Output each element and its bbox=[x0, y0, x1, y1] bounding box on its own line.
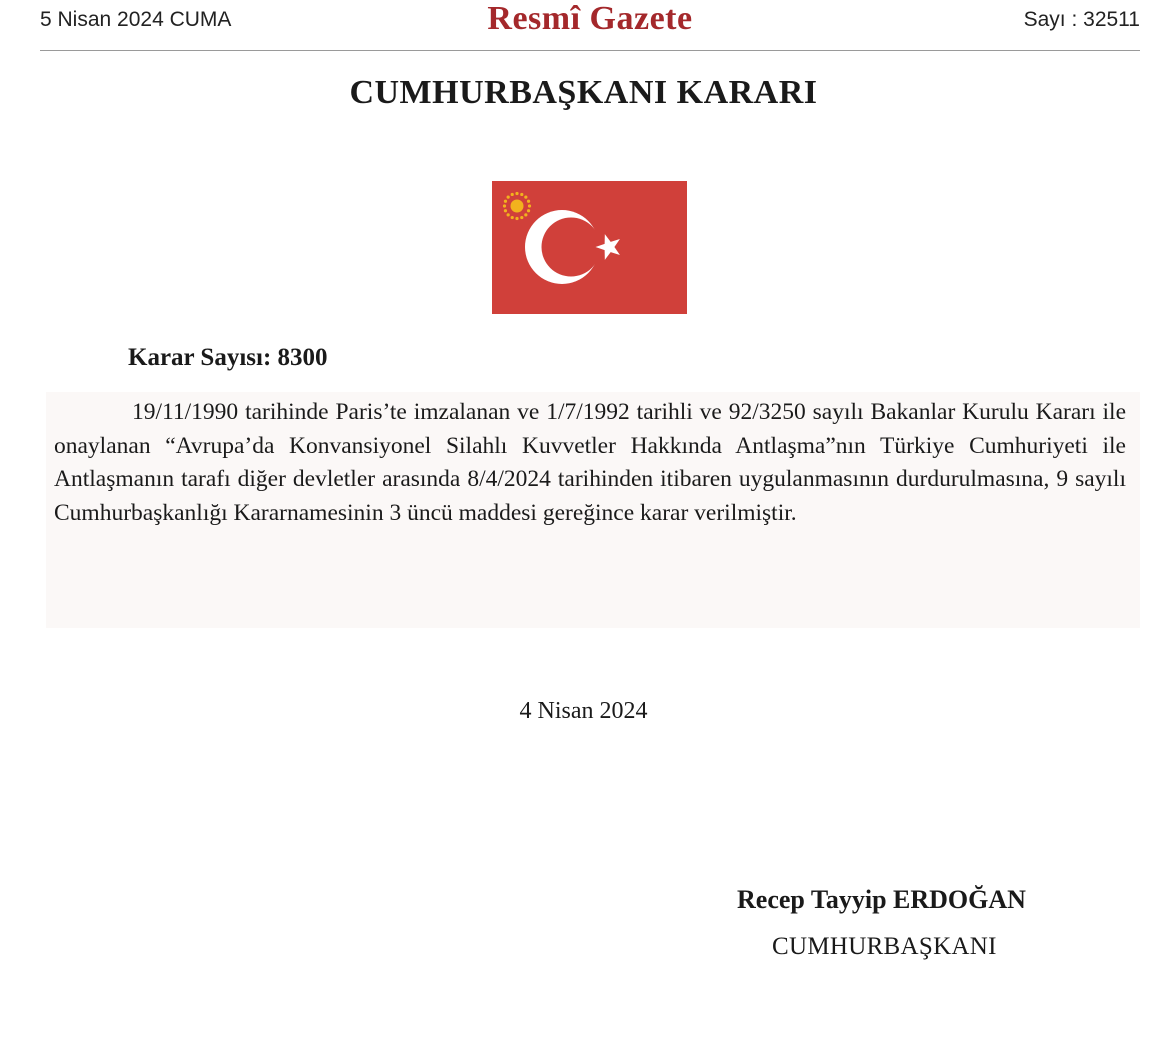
presidential-flag-icon bbox=[492, 181, 687, 314]
emblem-star-icon bbox=[527, 200, 530, 203]
emblem-star-icon bbox=[504, 209, 507, 212]
emblem-star-icon bbox=[528, 204, 531, 207]
emblem-star-icon bbox=[520, 216, 523, 219]
emblem-star-icon bbox=[511, 193, 514, 196]
emblem-star-icon bbox=[511, 216, 514, 219]
publication-title: Resmî Gazete bbox=[487, 0, 693, 37]
publication-date: 5 Nisan 2024 CUMA bbox=[40, 8, 232, 31]
emblem-star-icon bbox=[515, 192, 518, 195]
signatory-title: CUMHURBAŞKANI bbox=[772, 933, 997, 960]
emblem-star-icon bbox=[520, 193, 523, 196]
emblem-star-icon bbox=[515, 217, 518, 220]
emblem-star-icon bbox=[507, 213, 510, 216]
emblem-star-icon bbox=[527, 209, 530, 212]
decision-body-panel bbox=[46, 392, 1140, 628]
emblem-star-icon bbox=[507, 196, 510, 199]
emblem-star-icon bbox=[524, 196, 527, 199]
emblem-star-icon bbox=[524, 213, 527, 216]
decision-body-text: 19/11/1990 tarihinde Paris’te imzalanan ve 1/7/1992 tarihli ve 92/3250 sayılı Bakanlar Kurulu Kararı ile onaylanan “Avrupa’da Konvansiyonel Silahlı Kuvvetler Hakkında Antlaşma”nın Türkiye Cumhuriyeti ile Antlaşmanın tarafı diğer devletler arasında 8/4/2024 tarihinden itibaren uygulanmasının durdurulmasına, 9 sayılı Cumhurbaşkanlığı Kararnamesinin 3 üncü maddesi gereğince karar verilmiştir. bbox=[54, 399, 1126, 526]
document-title: CUMHURBAŞKANI KARARI bbox=[349, 74, 818, 111]
issue-number: Sayı : 32511 bbox=[1023, 8, 1140, 31]
signatory-name: Recep Tayyip ERDOĞAN bbox=[737, 885, 1026, 914]
emblem-star-icon bbox=[503, 204, 506, 207]
gazette-header bbox=[40, 0, 1140, 51]
decision-date: 4 Nisan 2024 bbox=[519, 698, 648, 724]
emblem-star-icon bbox=[504, 200, 507, 203]
decision-number: Karar Sayısı: 8300 bbox=[128, 344, 328, 371]
